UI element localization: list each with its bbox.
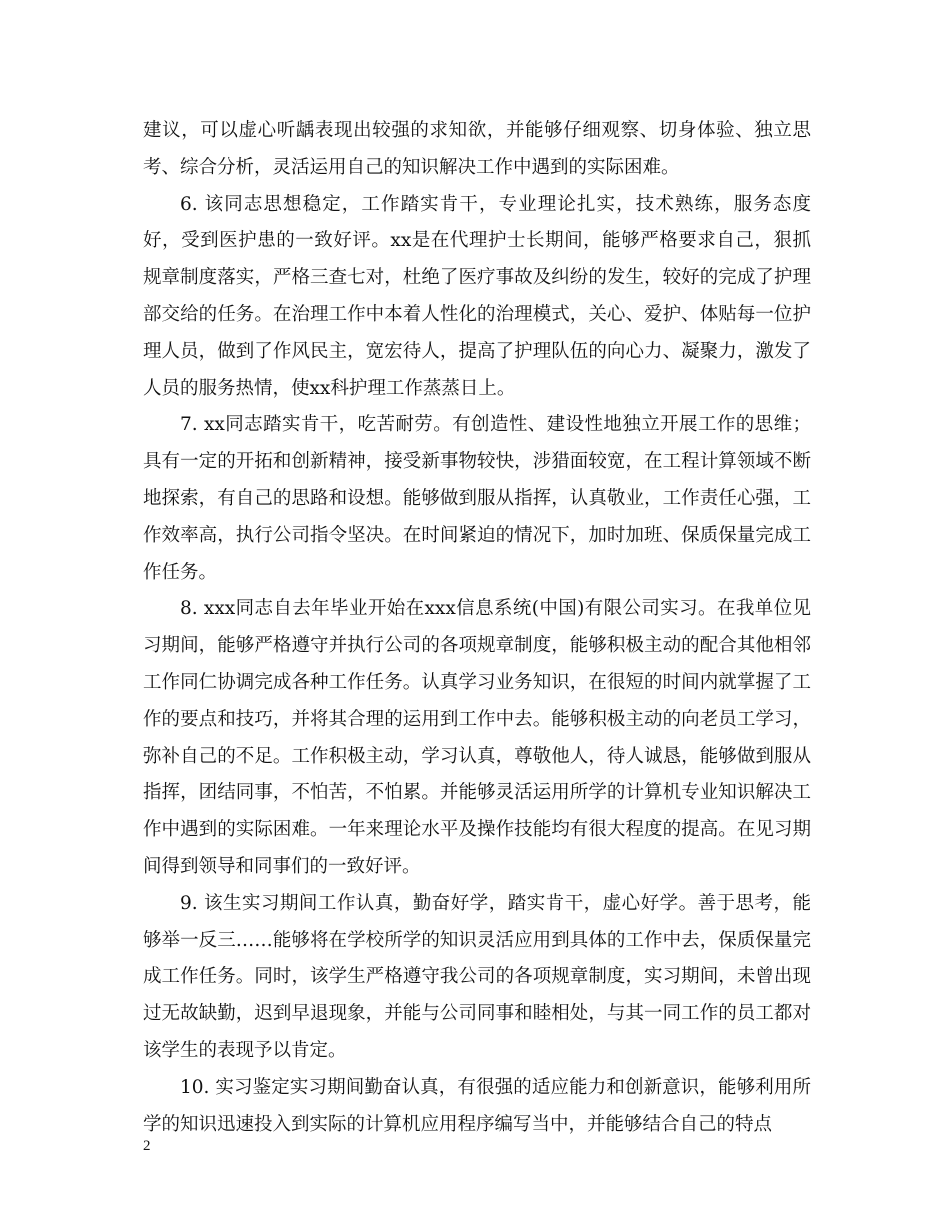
- paragraph-item-9: 9. 该生实习期间工作认真，勤奋好学，踏实肯干，虚心好学。善于思考，能够举一反三……能够将在学校所学的知识灵活应用到具体的工作中去，保质保量完成工作任务。同时，该学生严格遵守我公司的各项规章制度，实习期间，未曾出现过无故缺勤，迟到早退现象，并能与公司同事和睦相处，与其一同工作的员工都对该学生的表现予以肯定。: [143, 892, 811, 1061]
- document-body: [143, 113, 811, 1143]
- paragraph-item-8: 8. xxx同志自去年毕业开始在xxx信息系统(中国)有限公司实习。在我单位见习期间，能够严格遵守并执行公司的各项规章制度，能够积极主动的配合其他相邻工作同仁协调完成各种工作任务。认真学习业务知识，在很短的时间内就掌握了工作的要点和技巧，并将其合理的运用到工作中去。能够积极主动的向老员工学习，弥补自己的不足。工作积极主动，学习认真，尊敬他人，待人诚恳，能够做到服从指挥，团结同事，不怕苦，不怕累。并能够灵活运用所学的计算机专业知识解决工作中遇到的实际困难。一年来理论水平及操作技能均有很大程度的提高。在见习期间得到领导和同事们的一致好评。: [143, 598, 811, 877]
- paragraph-item-10: 10. 实习鉴定实习期间勤奋认真，有很强的适应能力和创新意识，能够利用所学的知识迅速投入到实际的计算机应用程序编写当中，并能够结合自己的特点: [143, 1076, 811, 1135]
- paragraph-continued: 建议，可以虚心听龋表现出较强的求知欲，并能够仔细观察、切身体验、独立思考、综合分析，灵活运用自己的知识解决工作中遇到的实际困难。: [143, 120, 811, 178]
- paragraph-item-6: 6. 该同志思想稳定，工作踏实肯干，专业理论扎实，技术熟练，服务态度好，受到医护患的一致好评。xx是在代理护士长期间，能够严格要求自己，狠抓规章制度落实，严格三查七对，杜绝了医疗事故及纠纷的发生，较好的完成了护理部交给的任务。在治理工作中本着人性化的治理模式，关心、爱护、体贴每一位护理人员，做到了作风民主，宽宏待人，提高了护理队伍的向心力、凝聚力，激发了人员的服务热情，使xx科护理工作蒸蒸日上。: [143, 193, 811, 399]
- page-number: 2: [143, 1138, 151, 1154]
- paragraph-item-7: 7. xx同志踏实肯干，吃苦耐劳。有创造性、建设性地独立开展工作的思维；具有一定的开拓和创新精神，接受新事物较快，涉猎面较宽，在工程计算领域不断地探索，有自己的思路和设想。能够做到服从指挥，认真敬业，工作责任心强，工作效率高，执行公司指令坚决。在时间紧迫的情况下，加时加班、保质保量完成工作任务。: [143, 414, 811, 583]
